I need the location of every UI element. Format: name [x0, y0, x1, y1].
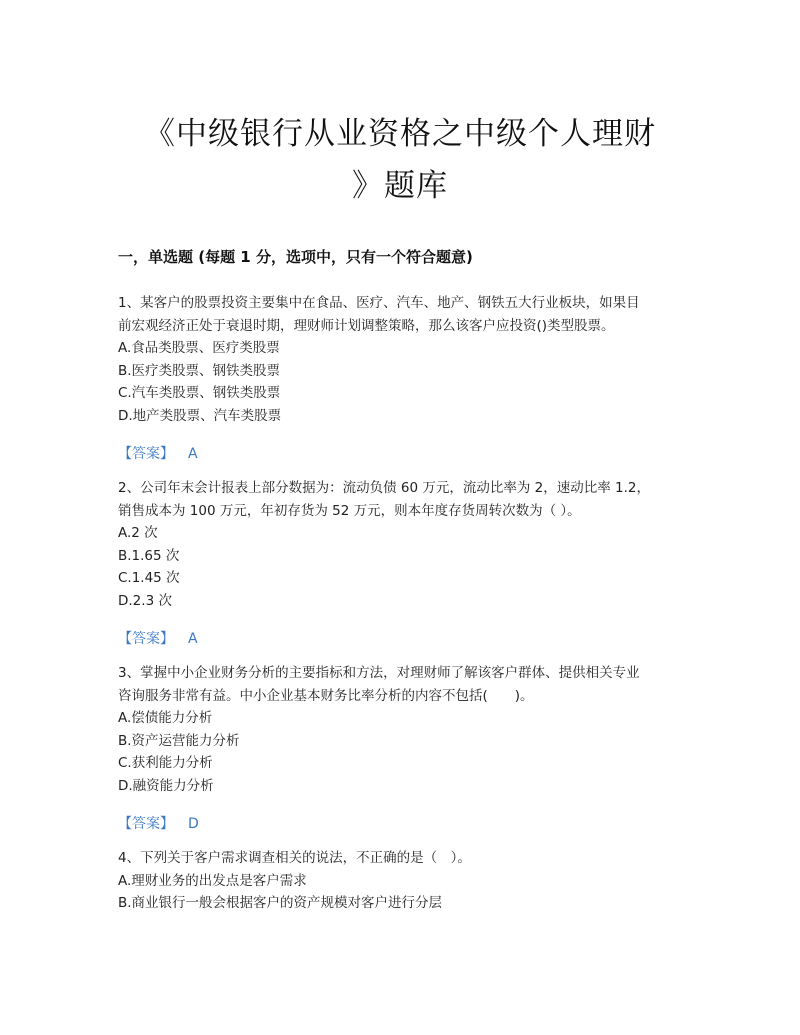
question-stem: 1、某客户的股票投资主要集中在食品、医疗、汽车、地产、钢铁五大行业板块，如果目: [118, 295, 640, 311]
option-c: C.获利能力分析: [118, 755, 213, 771]
option-c: C.1.45 次: [118, 570, 180, 586]
question-stem: 咨询服务非常有益。中小企业基本财务比率分析的内容不包括( )。: [118, 687, 534, 704]
question-stem: 销售成本为 100 万元，年初存货为 52 万元，则本年度存货周转次数为（ ）。: [118, 502, 581, 519]
answer-label: 【答案】: [118, 631, 174, 647]
option-b: B.资产运营能力分析: [118, 732, 240, 749]
answer-2: [118, 628, 198, 648]
option-d: D.融资能力分析: [118, 777, 214, 794]
question-stem: 4、下列关于客户需求调查相关的说法，不正确的是（ ）。: [118, 850, 471, 866]
answer-value: A: [188, 446, 198, 462]
option-a: A.偿债能力分析: [118, 710, 213, 726]
answer-label: 【答案】: [118, 816, 174, 832]
answer-3: [118, 813, 199, 833]
option-c: C.汽车类股票、钢铁类股票: [118, 385, 281, 401]
question-stem: 2、公司年末会计报表上部分数据为：流动负债 60 万元，流动比率为 2，速动比率 1.2，: [118, 480, 650, 496]
question-4: [118, 847, 688, 915]
title-line-1: 《中级银行从业资格之中级个人理财: [144, 116, 656, 152]
answer-value: D: [188, 816, 199, 832]
question-2: [118, 477, 688, 612]
question-3: [118, 662, 688, 797]
answer-1: [118, 443, 198, 463]
option-d: D.2.3 次: [118, 592, 172, 609]
question-stem: 前宏观经济正处于衰退时期，理财师计划调整策略，那么该客户应投资()类型股票。: [118, 317, 615, 334]
option-b: B.商业银行一般会根据客户的资产规模对客户进行分层: [118, 895, 443, 911]
question-1: [118, 292, 688, 427]
option-b: B.1.65 次: [118, 547, 180, 564]
answer-label: 【答案】: [118, 446, 174, 462]
document-title: [110, 108, 690, 212]
option-b: B.医疗类股票、钢铁类股票: [118, 362, 281, 379]
option-a: A.理财业务的出发点是客户需求: [118, 872, 307, 889]
option-d: D.地产类股票、汽车类股票: [118, 407, 282, 424]
answer-value: A: [188, 631, 198, 647]
option-a: A.食品类股票、医疗类股票: [118, 340, 280, 356]
question-stem: 3、掌握中小企业财务分析的主要指标和方法，对理财师了解该客户群体、提供相关专业: [118, 665, 640, 681]
section-heading: 一，单选题 (每题 1 分，选项中，只有一个符合题意): [118, 248, 473, 266]
option-a: A.2 次: [118, 525, 158, 541]
title-line-2: 》题库: [352, 168, 448, 204]
